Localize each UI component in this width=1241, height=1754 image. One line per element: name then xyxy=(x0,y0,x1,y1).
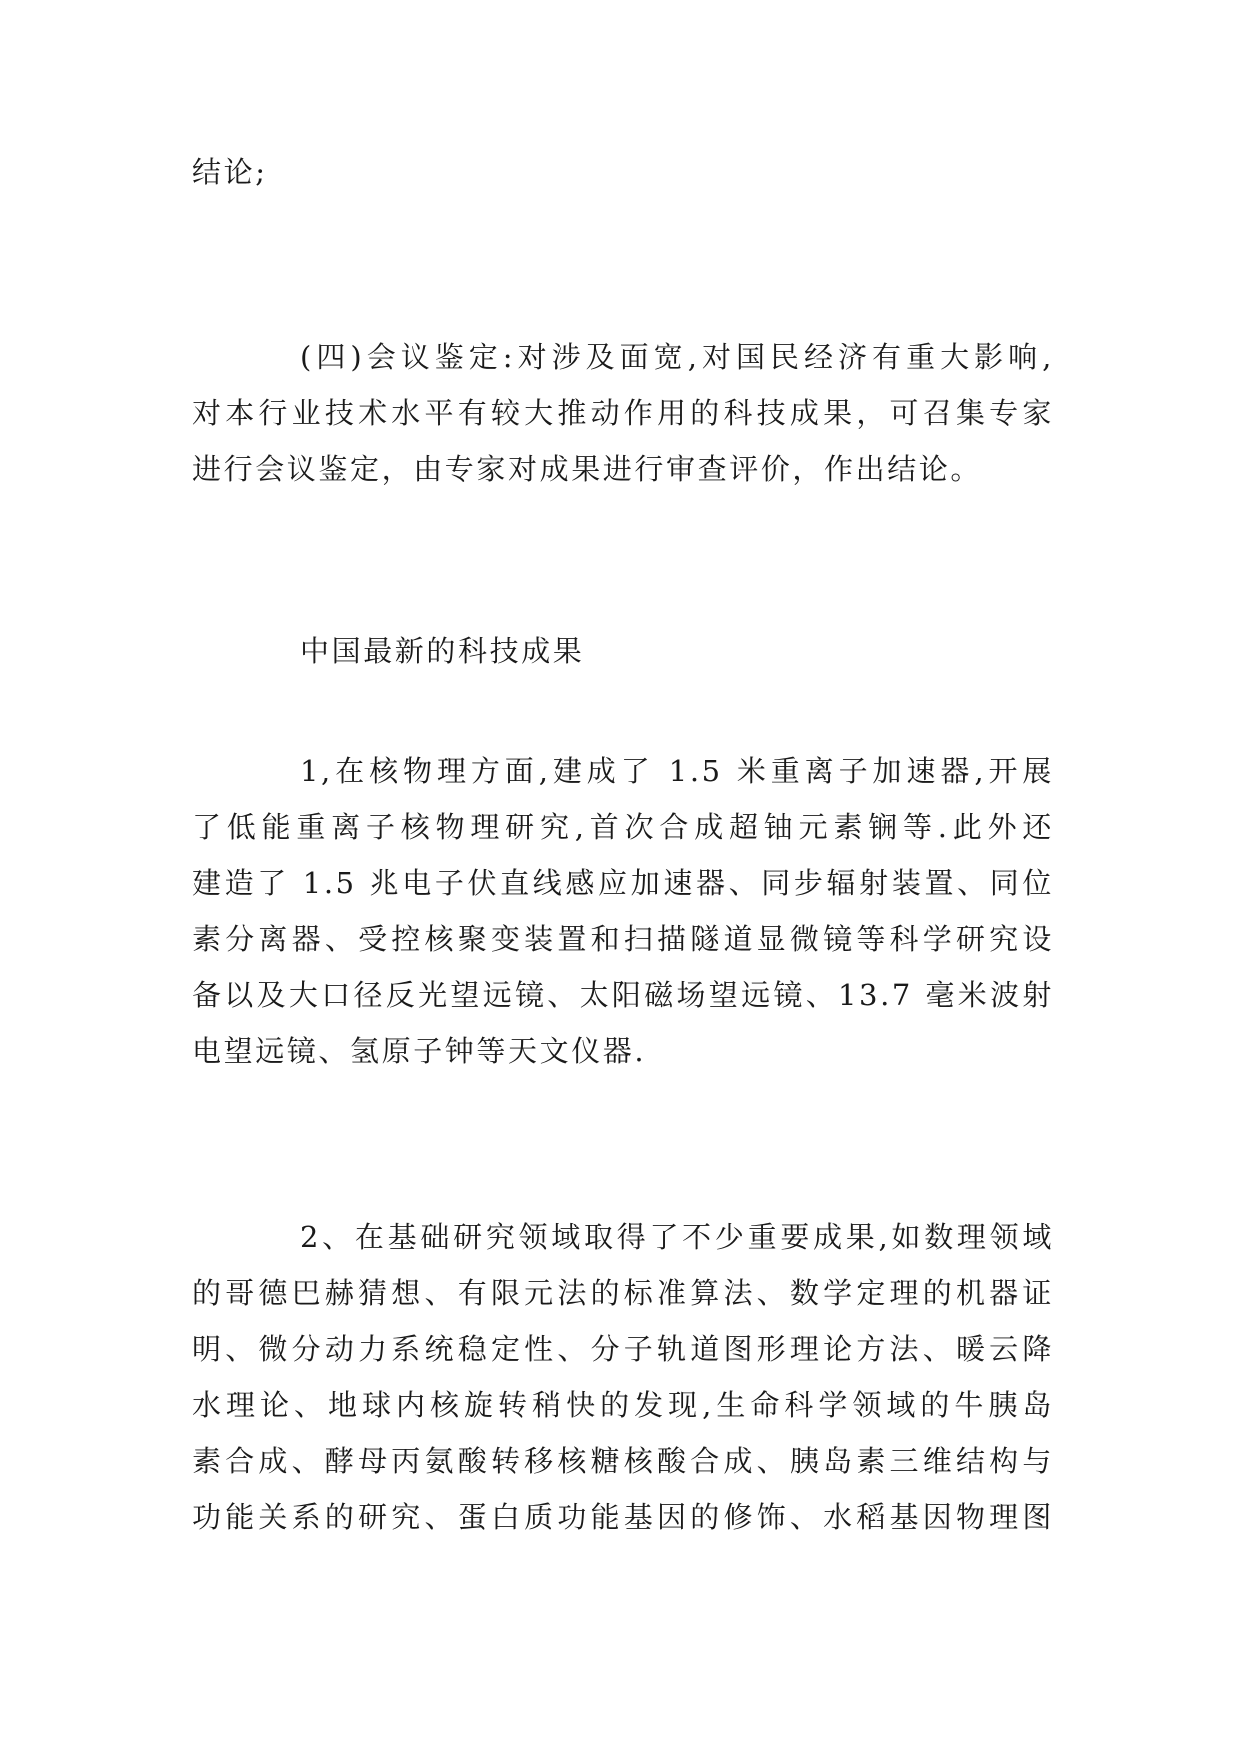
paragraph-line: 了低能重离子核物理研究,首次合成超铀元素锎等.此外还 xyxy=(192,810,1054,844)
paragraph-line: 备以及大口径反光望远镜、太阳磁场望远镜、13.7 毫米波射 xyxy=(192,978,1054,1012)
paragraph-line: 明、微分动力系统稳定性、分子轨道图形理论方法、暖云降 xyxy=(192,1332,1054,1366)
paragraph-line: (四)会议鉴定:对涉及面宽,对国民经济有重大影响, xyxy=(300,340,1054,374)
paragraph-line: 1,在核物理方面,建成了 1.5 米重离子加速器,开展 xyxy=(300,754,1054,788)
paragraph-line: 功能关系的研究、蛋白质功能基因的修饰、水稻基因物理图 xyxy=(192,1500,1054,1534)
paragraph-line: 进行会议鉴定，由专家对成果进行审查评价，作出结论。 xyxy=(192,452,983,486)
paragraph-line: 建造了 1.5 兆电子伏直线感应加速器、同步辐射装置、同位 xyxy=(192,866,1054,900)
paragraph-line: 的哥德巴赫猜想、有限元法的标准算法、数学定理的机器证 xyxy=(192,1276,1054,1310)
paragraph-line: 水理论、地球内核旋转稍快的发现,生命科学领域的牛胰岛 xyxy=(192,1388,1054,1422)
paragraph-line: 素分离器、受控核聚变装置和扫描隧道显微镜等科学研究设 xyxy=(192,922,1054,956)
paragraph-line: 素合成、酵母丙氨酸转移核糖核酸合成、胰岛素三维结构与 xyxy=(192,1444,1054,1478)
section-heading: 中国最新的科技成果 xyxy=(300,634,585,668)
paragraph-line: 对本行业技术水平有较大推动作用的科技成果，可召集专家 xyxy=(192,396,1054,430)
paragraph-line: 结论; xyxy=(192,155,268,189)
paragraph-line: 电望远镜、氢原子钟等天文仪器. xyxy=(192,1034,647,1068)
paragraph-line: 2、在基础研究领域取得了不少重要成果,如数理领域 xyxy=(300,1220,1054,1254)
